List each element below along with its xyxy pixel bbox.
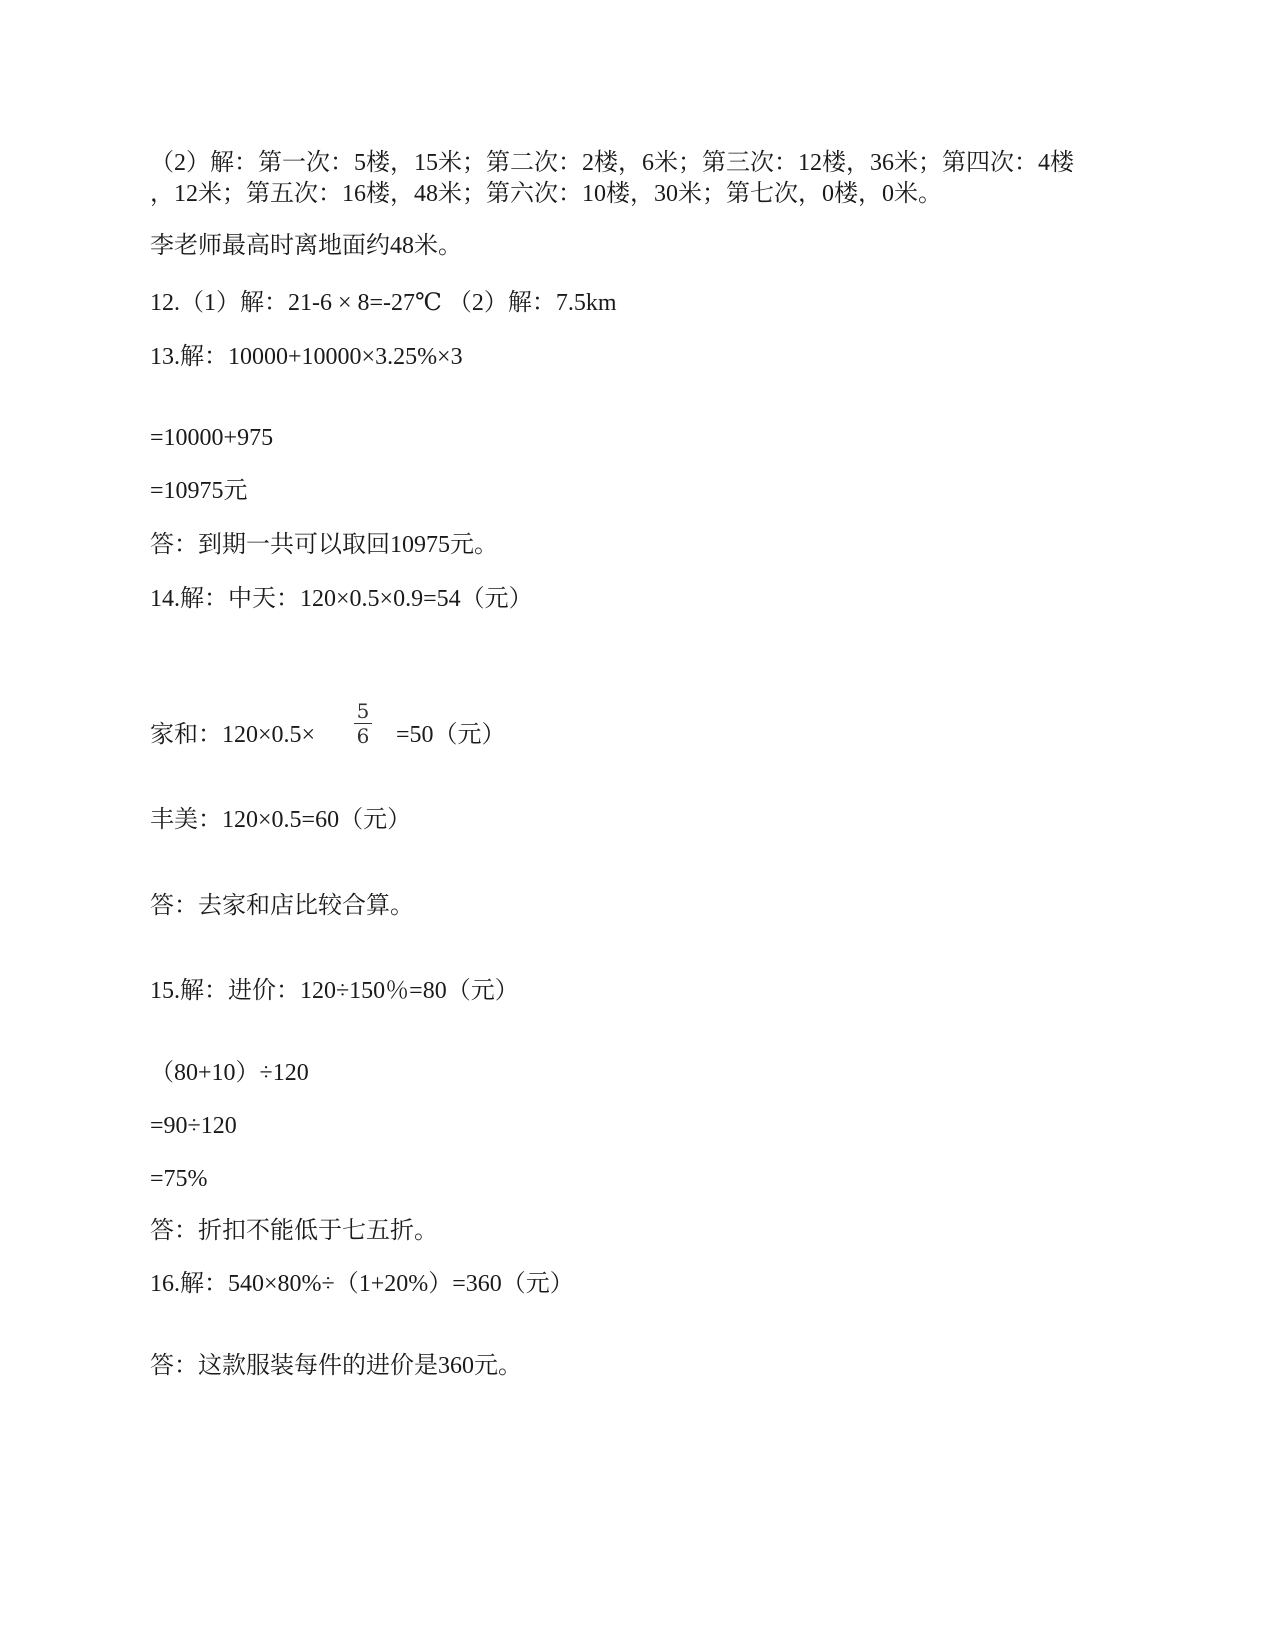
answer-13-conclusion: 答：到期一共可以取回10975元。: [150, 532, 498, 558]
answer-16-conclusion: 答：这款服装每件的进价是360元。: [150, 1353, 522, 1379]
answer-11-part2-line2: ，12米；第五次：16楼，48米；第六次：10楼，30米；第七次，0楼，0米。: [150, 181, 942, 207]
answer-13-formula: 13.解：10000+10000×3.25%×3: [150, 344, 463, 370]
answer-16-formula: 16.解：540×80%÷（1+20%）=360（元）: [150, 1271, 574, 1297]
fraction-denominator: 6: [356, 724, 370, 748]
answer-14-jiahe-right: =50（元）: [396, 722, 506, 748]
answer-15-conclusion: 答：折扣不能低于七五折。: [150, 1218, 438, 1244]
answer-15-cost: 15.解：进价：120÷150％=80（元）: [150, 978, 519, 1004]
answer-14-conclusion: 答：去家和店比较合算。: [150, 893, 414, 919]
answer-11-conclusion: 李老师最高时离地面约48米。: [150, 233, 462, 259]
answer-12: 12.（1）解：21-6 × 8=-27℃ （2）解：7.5km: [150, 290, 617, 316]
answer-15-step3: =75%: [150, 1166, 208, 1192]
answer-15-step2: =90÷120: [150, 1113, 237, 1139]
answer-13-step2: =10975元: [150, 478, 248, 504]
fraction-numerator: 5: [356, 699, 370, 723]
answer-13-step1: =10000+975: [150, 425, 274, 451]
fraction-five-sixths: [352, 700, 374, 747]
answer-11-part2-line1: （2）解：第一次：5楼，15米；第二次：2楼，6米；第三次：12楼，36米；第四次：4楼: [150, 150, 1074, 176]
answer-14-zhongtian: 14.解：中天：120×0.5×0.9=54（元）: [150, 586, 533, 612]
answer-14-fengmei: 丰美：120×0.5=60（元）: [150, 807, 412, 833]
answer-15-step1: （80+10）÷120: [150, 1060, 309, 1086]
answer-14-jiahe-left: 家和：120×0.5×: [150, 722, 316, 748]
